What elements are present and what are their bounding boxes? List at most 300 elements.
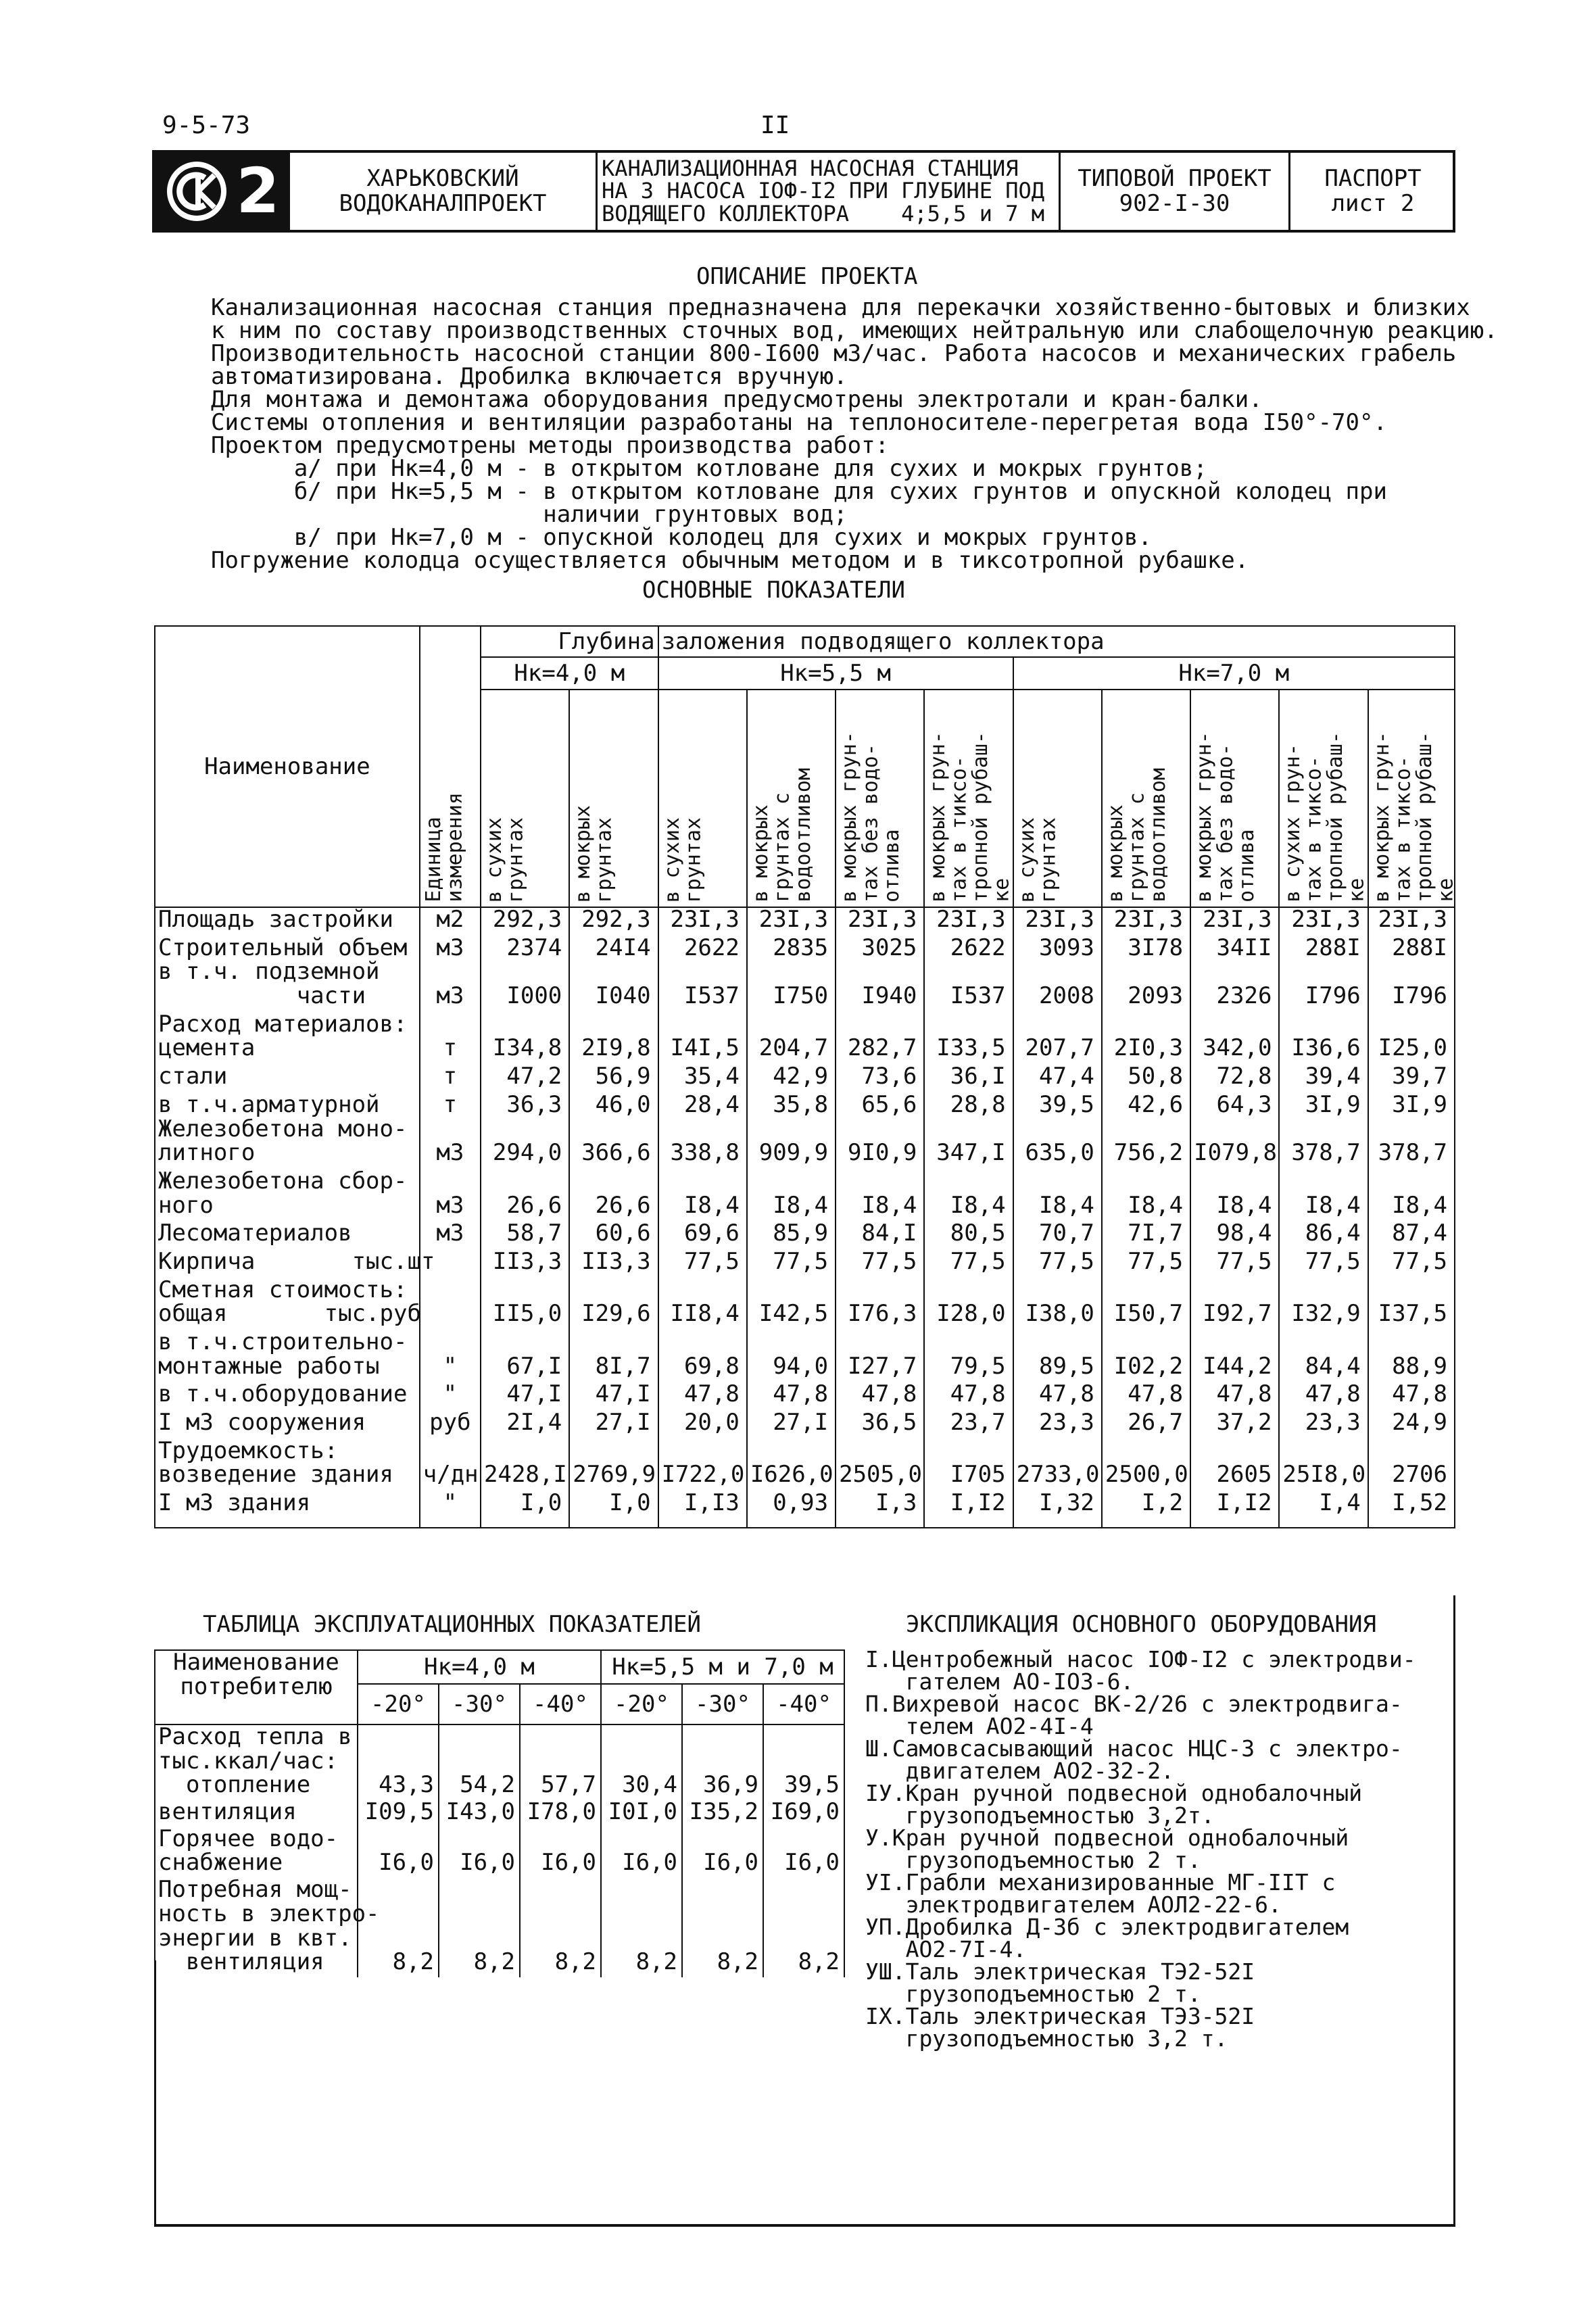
- cell-value: I8,4: [836, 1169, 924, 1222]
- row-unit: т м3: [420, 1093, 481, 1169]
- column-header-text: в мокрых грун- тах в тиксо- тропной рубаш- ке: [1370, 731, 1458, 902]
- cell-value: 288I I796: [1279, 936, 1368, 1013]
- description-text: [211, 296, 1498, 572]
- cell-value: 47,8: [658, 1382, 747, 1411]
- column-header: [1013, 690, 1102, 907]
- ops-temp-header: -30°: [682, 1684, 763, 1724]
- ops-cell-value: 39,5: [763, 1724, 844, 1800]
- cell-value: I8,4: [1190, 1169, 1279, 1222]
- cell-value: I8,4: [1013, 1169, 1102, 1222]
- column-header-text: в сухих грунтах: [483, 817, 528, 902]
- cell-value: 36,I: [924, 1065, 1013, 1093]
- cell-value: I,4: [1279, 1491, 1368, 1520]
- column-header: [836, 690, 924, 907]
- row-name: Площадь застройки: [155, 907, 420, 936]
- cell-value: 56,9: [569, 1065, 658, 1093]
- doc-title: [598, 153, 1061, 230]
- cell-value: 282,7: [836, 1013, 924, 1065]
- cell-value: I705: [924, 1439, 1013, 1491]
- cell-value: 98,4: [1190, 1222, 1279, 1250]
- cell-value: 37,2: [1190, 1411, 1279, 1439]
- cell-value: I8,4: [1279, 1169, 1368, 1222]
- description-line: в/ при Нк=7,0 м - опускной колодец для сухих и мокрых грунтов.: [211, 524, 1152, 551]
- cell-value: I37,5: [1368, 1278, 1455, 1330]
- equipment-line: АО2-7I-4.: [865, 1936, 1027, 1962]
- cell-value: I626,0: [747, 1439, 836, 1491]
- cell-value: II3,3: [569, 1250, 658, 1278]
- group-header-5-5: Нк=5,5 м: [658, 657, 1013, 690]
- cell-value: 47,8: [924, 1382, 1013, 1411]
- cell-value: 80,5: [924, 1222, 1013, 1250]
- ops-row: [155, 1724, 844, 1800]
- cell-value: I,I2: [924, 1491, 1013, 1520]
- equipment-line: двигателем АО2-32-2.: [865, 1758, 1174, 1784]
- description-line: автоматизирована. Дробилка включается вручную.: [211, 363, 848, 390]
- column-header-text: в сухих грун- тах в тиксо- тропной рубаш- ке: [1281, 731, 1369, 902]
- table-row: [155, 1065, 1455, 1093]
- description-heading: ОПИСАНИЕ ПРОЕКТА: [696, 263, 918, 290]
- table-filler-row: [155, 1520, 1455, 1528]
- table-row: [155, 1222, 1455, 1250]
- column-header: [1368, 690, 1458, 907]
- column-header-text: в мокрых грун- тах в тиксо- тропной рубаш- ке: [926, 731, 1014, 902]
- cell-value: 47,8: [1102, 1382, 1190, 1411]
- ops-cell-value: I6,0: [601, 1827, 682, 1878]
- row-name: в т.ч.строительно- монтажные работы: [155, 1330, 420, 1382]
- row-name: Лесоматериалов: [155, 1222, 420, 1250]
- row-unit: ч/дн: [420, 1439, 481, 1491]
- table-row: [155, 1330, 1455, 1382]
- cell-value: 36,3 294,0: [481, 1093, 569, 1169]
- table-row: [155, 1411, 1455, 1439]
- ops-group-header: Нк=4,0 м: [358, 1650, 601, 1684]
- frame-bottom-line: [154, 2224, 1455, 2227]
- ops-cell-value: 30,4: [601, 1724, 682, 1800]
- cell-value: 60,6: [569, 1222, 658, 1250]
- ops-cell-value: 54,2: [439, 1724, 520, 1800]
- description-line: Канализационная насосная станция предназначена для перекачки хозяйственно-бытовых и близких: [211, 294, 1470, 321]
- row-name: Кирпича тыс.шт: [155, 1250, 420, 1278]
- cell-value: I34,8: [481, 1013, 569, 1065]
- title-line-3: ВОДЯЩЕГО КОЛЛЕКТОРА 4;5,5 и 7 м: [602, 200, 1045, 226]
- equipment-line: телем АО2-4I-4: [865, 1713, 1094, 1739]
- cell-value: 84,4: [1279, 1330, 1368, 1382]
- cell-value: 2622 I537: [924, 936, 1013, 1013]
- column-header-text: в сухих грунтах: [660, 817, 706, 902]
- column-header-text: в мокрых грунтах с водоотливом: [1103, 768, 1170, 902]
- top-header-depth: Глубина: [481, 626, 658, 657]
- title-line-1: КАНАЛИЗАЦИОННАЯ НАСОСНАЯ СТАНЦИЯ: [602, 155, 1019, 181]
- equipment-line: У.Кран ручной подвесной однобалочный: [865, 1825, 1349, 1851]
- table-row: [155, 1491, 1455, 1520]
- cell-value: 2835 I750: [747, 936, 836, 1013]
- cell-value: 292,3: [481, 907, 569, 936]
- cell-value: 73,6: [836, 1065, 924, 1093]
- cell-value: 77,5: [1368, 1250, 1455, 1278]
- cell-value: 7I,7: [1102, 1222, 1190, 1250]
- cell-value: 47,2: [481, 1065, 569, 1093]
- cell-value: 23,3: [1279, 1411, 1368, 1439]
- page-number: II: [760, 112, 790, 139]
- row-name: стали: [155, 1065, 420, 1093]
- cell-value: 35,8 909,9: [747, 1093, 836, 1169]
- cell-value: 67,I: [481, 1330, 569, 1382]
- ops-cell-value: I69,0: [763, 1800, 844, 1827]
- cell-value: 23I,3: [924, 907, 1013, 936]
- org-name: [290, 153, 598, 230]
- description-line: Погружение колодца осуществляется обычным методом и в тиксотропной рубашке.: [211, 547, 1249, 574]
- cell-value: 0,93: [747, 1491, 836, 1520]
- operational-table: [154, 1649, 845, 1977]
- cell-value: I76,3: [836, 1278, 924, 1330]
- equipment-line: УШ.Таль электрическая ТЭ2-52I: [865, 1958, 1255, 1985]
- cell-value: I50,7: [1102, 1278, 1190, 1330]
- row-name: в т.ч.арматурной Железобетона моно- литного: [155, 1093, 420, 1169]
- org-line-2: ВОДОКАНАЛПРОЕКТ: [339, 190, 547, 217]
- cell-value: I,3: [836, 1491, 924, 1520]
- ops-cell-value: 8,2: [439, 1878, 520, 1977]
- main-table-heading: ОСНОВНЫЕ ПОКАЗАТЕЛИ: [642, 577, 905, 604]
- main-table-body: [155, 907, 1455, 1528]
- cell-value: 77,5: [1190, 1250, 1279, 1278]
- row-unit: т: [420, 1065, 481, 1093]
- row-unit: ": [420, 1382, 481, 1411]
- ops-table-heading: ТАБЛИЦА ЭКСПЛУАТАЦИОННЫХ ПОКАЗАТЕЛЕЙ: [203, 1611, 701, 1638]
- cell-value: I8,4: [658, 1169, 747, 1222]
- cell-value: 89,5: [1013, 1330, 1102, 1382]
- ops-cell-value: I6,0: [358, 1827, 439, 1878]
- cell-value: 88,9: [1368, 1330, 1455, 1382]
- cell-value: 23I,3: [1279, 907, 1368, 936]
- cell-value: 47,8: [836, 1382, 924, 1411]
- equipment-line: IX.Таль электрическая ТЭ3-52I: [865, 2003, 1255, 2029]
- ops-temp-header: -20°: [358, 1684, 439, 1724]
- ops-name-header: Наименование потребителю: [155, 1650, 358, 1724]
- row-name: I м3 здания: [155, 1491, 420, 1520]
- cell-value: 26,7: [1102, 1411, 1190, 1439]
- cell-value: 42,9: [747, 1065, 836, 1093]
- equipment-line: УI.Грабли механизированные МГ-IIТ с: [865, 1869, 1336, 1896]
- cell-value: I722,0: [658, 1439, 747, 1491]
- cell-value: 288I I796: [1368, 936, 1455, 1013]
- ops-cell-value: I6,0: [763, 1827, 844, 1878]
- row-unit: т: [420, 1013, 481, 1065]
- cell-value: I8,4: [1102, 1169, 1190, 1222]
- cell-value: 47,8: [1279, 1382, 1368, 1411]
- cell-value: 3I,9 378,7: [1279, 1093, 1368, 1169]
- table-row: [155, 1093, 1455, 1169]
- row-name: Железобетона сбор- ного: [155, 1169, 420, 1222]
- table-row: [155, 1250, 1455, 1278]
- ops-cell-value: I35,2: [682, 1800, 763, 1827]
- cell-value: 64,3 I079,8: [1190, 1093, 1279, 1169]
- cell-value: 2505,0: [836, 1439, 924, 1491]
- org-line-1: ХАРЬКОВСКИЙ: [366, 164, 519, 192]
- row-name: I м3 сооружения: [155, 1411, 420, 1439]
- column-header: [747, 690, 836, 907]
- cell-value: 2I0,3: [1102, 1013, 1190, 1065]
- row-name: Трудоемкость: возведение здания: [155, 1439, 420, 1491]
- cell-value: 25I8,0: [1279, 1439, 1368, 1491]
- cell-value: I,0: [569, 1491, 658, 1520]
- cell-value: I8,4: [924, 1169, 1013, 1222]
- cell-value: I,2: [1102, 1491, 1190, 1520]
- equipment-line: грузоподъемностью 3,2т.: [865, 1802, 1215, 1829]
- cell-value: I33,5: [924, 1013, 1013, 1065]
- group-header-7: Нк=7,0 м: [1013, 657, 1455, 690]
- cell-value: 2605: [1190, 1439, 1279, 1491]
- ops-row-name: Горячее водо- снабжение: [155, 1827, 358, 1878]
- cell-value: 65,6 9I0,9: [836, 1093, 924, 1169]
- row-unit: руб: [420, 1411, 481, 1439]
- ops-temp-header: -20°: [601, 1684, 682, 1724]
- cell-value: 86,4: [1279, 1222, 1368, 1250]
- cell-value: I,I2: [1190, 1491, 1279, 1520]
- cell-value: 23I,3: [658, 907, 747, 936]
- cell-value: 28,4 338,8: [658, 1093, 747, 1169]
- cell-value: 23,7: [924, 1411, 1013, 1439]
- ops-group-header: Нк=5,5 м и 7,0 м: [601, 1650, 844, 1684]
- cell-value: 23I,3: [1368, 907, 1455, 936]
- row-unit: м3: [420, 1169, 481, 1222]
- table-row: [155, 1439, 1455, 1491]
- cell-value: 26,6: [569, 1169, 658, 1222]
- cell-value: I,52: [1368, 1491, 1455, 1520]
- cell-value: 47,I: [481, 1382, 569, 1411]
- cell-value: 84,I: [836, 1222, 924, 1250]
- ops-row: [155, 1878, 844, 1977]
- unit-header-text: Единица измерения: [421, 792, 467, 902]
- cell-value: 79,5: [924, 1330, 1013, 1382]
- row-unit: м2: [420, 907, 481, 936]
- ops-cell-value: 8,2: [601, 1878, 682, 1977]
- equipment-line: гателем АО-IО3-6.: [865, 1668, 1134, 1695]
- equipment-line: грузоподъемностью 2 т.: [865, 1981, 1201, 2007]
- ops-row-name: вентиляция: [155, 1800, 358, 1827]
- table-row: [155, 1013, 1455, 1065]
- ops-cell-value: 57,7: [520, 1724, 601, 1800]
- cell-value: 292,3: [569, 907, 658, 936]
- cell-value: I44,2: [1190, 1330, 1279, 1382]
- cell-value: I,0: [481, 1491, 569, 1520]
- cell-value: II8,4: [658, 1278, 747, 1330]
- cell-value: 28,8 347,I: [924, 1093, 1013, 1169]
- description-line: Системы отопления и вентиляции разработаны на теплоносителе-перегретая вода I50°-70°.: [211, 409, 1387, 436]
- column-header-text: в мокрых грун- тах без водо- отлива: [838, 731, 904, 902]
- cell-value: 36,5: [836, 1411, 924, 1439]
- description-line: б/ при Нк=5,5 м - в открытом котловане для сухих грунтов и опускной колодец при: [211, 478, 1387, 505]
- cell-value: 58,7: [481, 1222, 569, 1250]
- project-line-2: 902-I-30: [1119, 190, 1230, 217]
- row-name: Расход материалов: цемента: [155, 1013, 420, 1065]
- cell-value: 42,6 756,2: [1102, 1093, 1190, 1169]
- ops-temp-header: -40°: [763, 1684, 844, 1724]
- project-line-1: ТИПОВОЙ ПРОЕКТ: [1078, 164, 1272, 192]
- cell-value: 23I,3: [1190, 907, 1279, 936]
- cell-value: 94,0: [747, 1330, 836, 1382]
- unit-header: [420, 626, 481, 907]
- row-unit: м3 м3: [420, 936, 481, 1013]
- cell-value: II5,0: [481, 1278, 569, 1330]
- passport-sheet: [1290, 153, 1455, 230]
- cell-value: I4I,5: [658, 1013, 747, 1065]
- cell-value: 77,5: [1013, 1250, 1102, 1278]
- cell-value: 35,4: [658, 1065, 747, 1093]
- name-header: Наименование: [155, 626, 420, 907]
- table-row: [155, 907, 1455, 936]
- cell-value: 24,9: [1368, 1411, 1455, 1439]
- logo-number: 2: [236, 155, 280, 227]
- cell-value: I42,5: [747, 1278, 836, 1330]
- passport-line-1: ПАСПОРТ: [1324, 164, 1422, 192]
- table-row: [155, 936, 1455, 1013]
- cell-value: 69,8: [658, 1330, 747, 1382]
- ops-cell-value: 8,2: [682, 1878, 763, 1977]
- column-header-text: в сухих грунтах: [1015, 817, 1061, 902]
- frame-right-line: [1453, 1595, 1455, 2226]
- column-header: [1190, 690, 1279, 907]
- cell-value: 2500,0: [1102, 1439, 1190, 1491]
- cell-value: 2I,4: [481, 1411, 569, 1439]
- ops-row-name: Потребная мощ- ность в электро- энергии в квт. вентиляция: [155, 1878, 358, 1977]
- cell-value: 87,4: [1368, 1222, 1455, 1250]
- equipment-list: [865, 1648, 1416, 2050]
- cell-value: I92,7: [1190, 1278, 1279, 1330]
- cell-value: 2I9,8: [569, 1013, 658, 1065]
- cell-value: 27,I: [569, 1411, 658, 1439]
- column-header: [481, 690, 569, 907]
- top-header-collector: заложения подводящего коллектора: [658, 626, 1455, 657]
- ops-cell-value: I09,5: [358, 1800, 439, 1827]
- cell-value: 69,6: [658, 1222, 747, 1250]
- cell-value: 85,9: [747, 1222, 836, 1250]
- cell-value: 23,3: [1013, 1411, 1102, 1439]
- cell-value: I8,4: [747, 1169, 836, 1222]
- cell-value: 77,5: [836, 1250, 924, 1278]
- ops-temp-header: -30°: [439, 1684, 520, 1724]
- ops-row: [155, 1827, 844, 1878]
- ops-cell-value: I6,0: [682, 1827, 763, 1878]
- cell-value: 204,7: [747, 1013, 836, 1065]
- equipment-line: грузоподъемностью 2 т.: [865, 1847, 1201, 1873]
- equipment-heading: ЭКСПЛИКАЦИЯ ОСНОВНОГО ОБОРУДОВАНИЯ: [906, 1611, 1376, 1638]
- cell-value: 26,6: [481, 1169, 569, 1222]
- row-unit: [420, 1278, 481, 1330]
- cell-value: 77,5: [747, 1250, 836, 1278]
- table-row: [155, 1278, 1455, 1330]
- ops-cell-value: I43,0: [439, 1800, 520, 1827]
- cell-value: 3I78 2093: [1102, 936, 1190, 1013]
- description-line: к ним по составу производственных сточных вод, имеющих нейтральную или слабощелочную реакцию.: [211, 317, 1498, 344]
- ops-cell-value: I6,0: [439, 1827, 520, 1878]
- ops-cell-value: 8,2: [520, 1878, 601, 1977]
- group-header-4: Нк=4,0 м: [481, 657, 658, 690]
- column-header: [658, 690, 747, 907]
- cell-value: 207,7: [1013, 1013, 1102, 1065]
- frame-left-line: [154, 1960, 156, 2226]
- cell-value: 47,8: [1190, 1382, 1279, 1411]
- cell-value: 24I4 I040: [569, 936, 658, 1013]
- ops-cell-value: 43,3: [358, 1724, 439, 1800]
- description-line: Производительность насосной станции 800-I600 м3/час. Работа насосов и механических грабель: [211, 340, 1457, 367]
- cell-value: 77,5: [658, 1250, 747, 1278]
- cell-value: 23I,3: [1102, 907, 1190, 936]
- cell-value: 47,I: [569, 1382, 658, 1411]
- cell-value: 77,5: [1102, 1250, 1190, 1278]
- cell-value: 2374 I000: [481, 936, 569, 1013]
- cell-value: 77,5: [924, 1250, 1013, 1278]
- ops-row: [155, 1800, 844, 1827]
- cell-value: 47,8: [747, 1382, 836, 1411]
- cell-value: I02,2: [1102, 1330, 1190, 1382]
- equipment-line: электродвигателем АОЛ2-22-6.: [865, 1891, 1282, 1918]
- column-header: [569, 690, 658, 907]
- cell-value: 2622 I537: [658, 936, 747, 1013]
- row-name: в т.ч.оборудование: [155, 1382, 420, 1411]
- row-name: Строительный объем в т.ч. подземной части: [155, 936, 420, 1013]
- cell-value: 46,0 366,6: [569, 1093, 658, 1169]
- cell-value: 3I,9 378,7: [1368, 1093, 1455, 1169]
- cell-value: 39,4: [1279, 1065, 1368, 1093]
- cell-value: 70,7: [1013, 1222, 1102, 1250]
- cell-value: 47,8: [1368, 1382, 1455, 1411]
- cell-value: I28,0: [924, 1278, 1013, 1330]
- equipment-line: IУ.Кран ручной подвесной однобалочный: [865, 1780, 1363, 1806]
- cell-value: I29,6: [569, 1278, 658, 1330]
- ops-cell-value: 8,2: [763, 1878, 844, 1977]
- cell-value: I38,0: [1013, 1278, 1102, 1330]
- ops-cell-value: 36,9: [682, 1724, 763, 1800]
- cell-value: 50,8: [1102, 1065, 1190, 1093]
- table-row: [155, 1169, 1455, 1222]
- cell-value: 3093 2008: [1013, 936, 1102, 1013]
- description-line: а/ при Нк=4,0 м - в открытом котловане для сухих и мокрых грунтов;: [211, 455, 1207, 482]
- cell-value: I27,7: [836, 1330, 924, 1382]
- cell-value: 23I,3: [747, 907, 836, 936]
- row-unit: ": [420, 1330, 481, 1382]
- cell-value: II3,3: [481, 1250, 569, 1278]
- ck-logo-icon: [163, 158, 231, 225]
- cell-value: 2733,0: [1013, 1439, 1102, 1491]
- ops-cell-value: I0I,0: [601, 1800, 682, 1827]
- column-header: [1102, 690, 1190, 907]
- row-name: Сметная стоимость: общая тыс.руб: [155, 1278, 420, 1330]
- column-header: [1279, 690, 1368, 907]
- cell-value: I36,6: [1279, 1013, 1368, 1065]
- cell-value: 23I,3: [1013, 907, 1102, 936]
- cell-value: 34II 2326: [1190, 936, 1279, 1013]
- ops-row-name: Расход тепла в тыс.ккал/час: отопление: [155, 1724, 358, 1800]
- equipment-line: П.Вихревой насос ВК-2/26 с электродвига-: [865, 1691, 1403, 1717]
- passport-line-2: лист 2: [1331, 190, 1415, 217]
- cell-value: I8,4: [1368, 1169, 1455, 1222]
- cell-value: 77,5: [1279, 1250, 1368, 1278]
- description-line: Проектом предусмотрены методы производства работ:: [211, 432, 890, 459]
- cell-value: 342,0: [1190, 1013, 1279, 1065]
- cell-value: 27,I: [747, 1411, 836, 1439]
- page-code: 9-5-73: [162, 112, 251, 139]
- cell-value: I25,0: [1368, 1013, 1455, 1065]
- equipment-line: грузоподъемностью 3,2 т.: [865, 2025, 1228, 2052]
- row-unit: ": [420, 1491, 481, 1520]
- ops-temp-header: -40°: [520, 1684, 601, 1724]
- equipment-line: I.Центробежный насос IОФ-I2 с электродви-: [865, 1646, 1416, 1672]
- cell-value: 23I,3: [836, 907, 924, 936]
- title-line-2: НА 3 НАСОСА IОФ-I2 ПРИ ГЛУБИНЕ ПОД: [602, 178, 1045, 204]
- ops-cell-value: 8,2: [358, 1878, 439, 1977]
- table-row: [155, 1382, 1455, 1411]
- cell-value: 47,8: [1013, 1382, 1102, 1411]
